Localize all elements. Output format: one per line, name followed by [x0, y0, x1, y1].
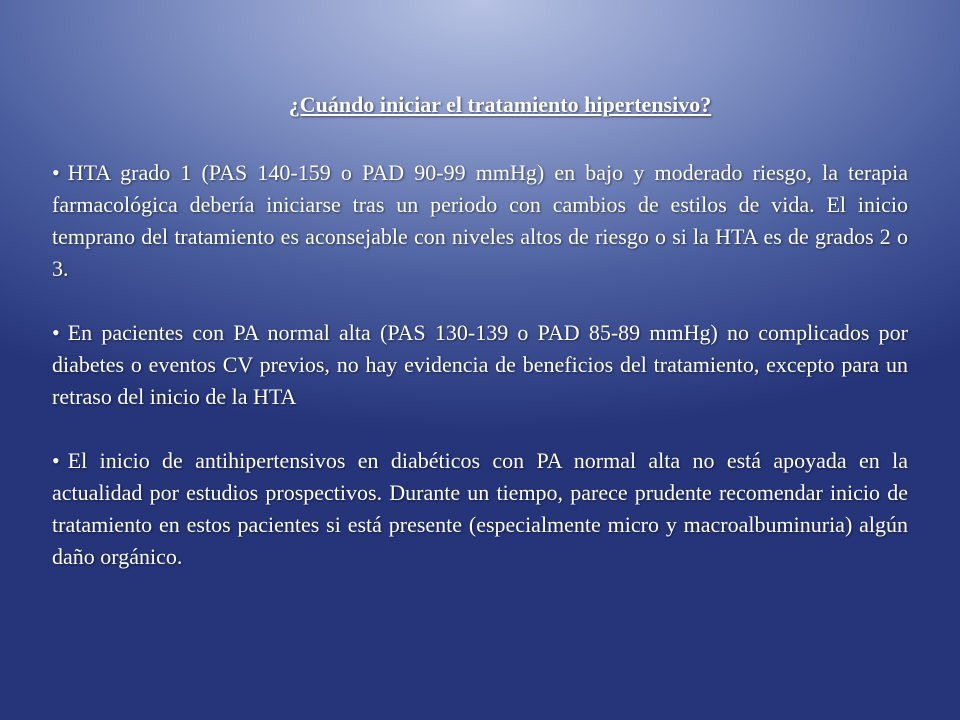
bullet-icon: •	[52, 320, 60, 345]
bullet-text: HTA grado 1 (PAS 140-159 o PAD 90-99 mmHg) en bajo y moderado riesgo, la terapia farmacológica debería iniciarse tras un periodo con cambios de estilos de vida. El inicio temprano del tratamiento es aconsejable con niveles altos de riesgo o si la HTA es de grados 2 o 3.	[52, 160, 908, 281]
bullet-item-diabeticos	[52, 445, 908, 573]
bullet-item-pa-normal-alta	[52, 317, 908, 413]
bullet-icon: •	[52, 160, 60, 185]
bullet-list	[52, 157, 908, 605]
slide-title: ¿Cuándo iniciar el tratamiento hipertensivo?	[288, 92, 712, 117]
bullet-text: En pacientes con PA normal alta (PAS 130-139 o PAD 85-89 mmHg) no complicados por diabetes o eventos CV previos, no hay evidencia de beneficios del tratamiento, excepto para un retraso del inicio de la HTA	[52, 320, 908, 409]
bullet-text: El inicio de antihipertensivos en diabéticos con PA normal alta no está apoyada en la actualidad por estudios prospectivos. Durante un tiempo, parece prudente recomendar inicio de tratamiento en estos pacientes si está presente (especialmente micro y macroalbuminuria) algún daño orgánico.	[52, 448, 908, 569]
bullet-icon: •	[52, 448, 60, 473]
bullet-item-hta-grado-1	[52, 157, 908, 285]
